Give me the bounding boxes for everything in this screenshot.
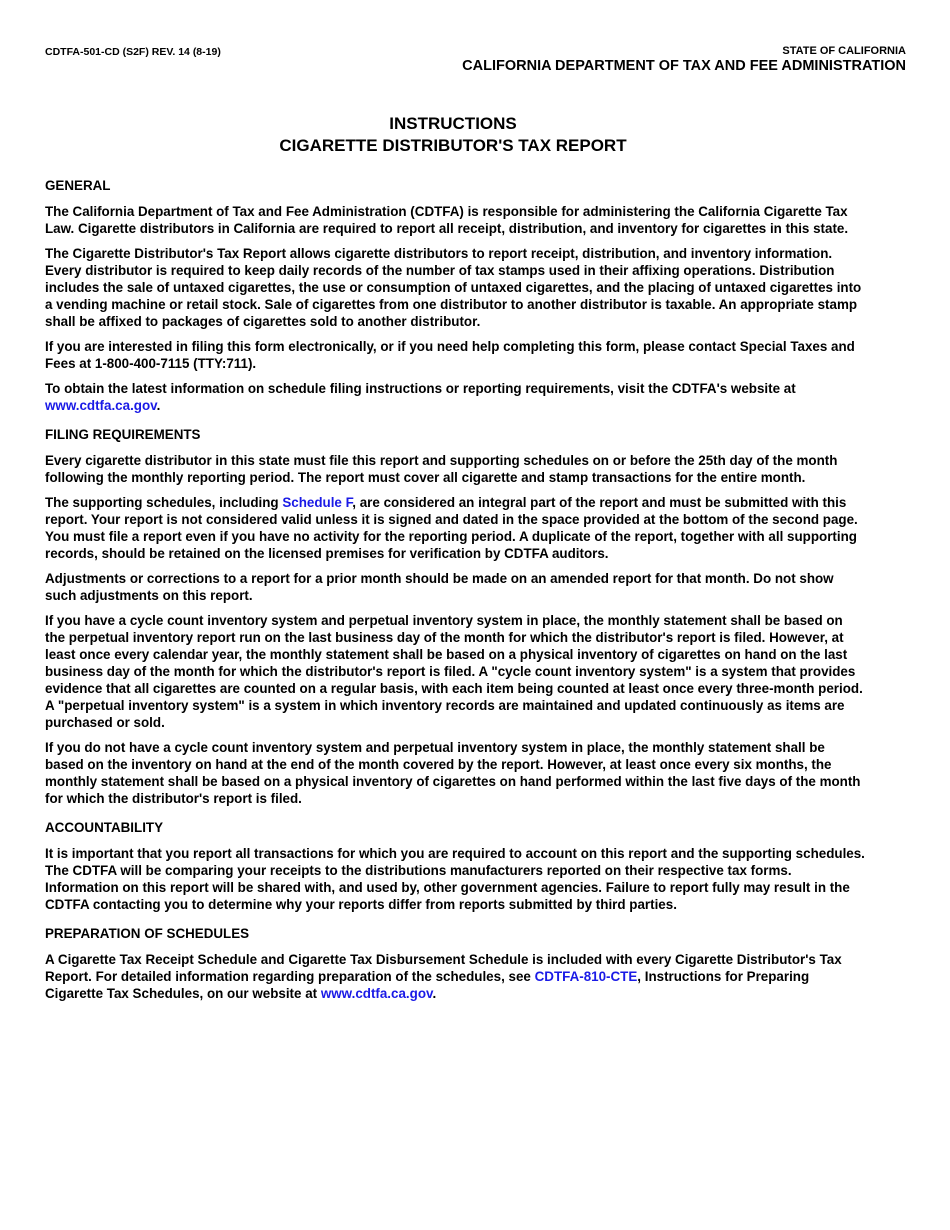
- agency-header: [462, 44, 906, 75]
- preparation-p1-text: A Cigarette Tax Receipt Schedule and Cigarette Tax Disbursement Schedule is included with every Cigarette Distributor's Tax Report. For detailed information regarding preparation of the schedules, see: [45, 952, 842, 984]
- general-paragraph-3: If you are interested in filing this form electronically, or if you need help completing this form, please contact Special Taxes and Fees at 1-800-400-7115 (TTY:711).: [45, 339, 855, 371]
- general-paragraph-4: [45, 380, 865, 414]
- website-link[interactable]: www.cdtfa.ca.gov: [45, 398, 157, 413]
- website-link-2[interactable]: www.cdtfa.ca.gov: [320, 986, 433, 1001]
- schedule-f-link[interactable]: Schedule F: [282, 495, 353, 510]
- state-name: STATE OF CALIFORNIA: [782, 45, 906, 57]
- general-paragraph-2: The Cigarette Distributor's Tax Report allows cigarette distributors to report receipt, distribution, and inventory information. Every distributor is required to keep daily records of the number of tax stamps used in their affixing operations. Distribution includes the sale of untaxed cigarettes, the use or consumption of untaxed cigarettes, and the placing of untaxed cigarettes into a vending machine or retail stock. Sale of cigarettes from one distributor to another distributor is taxable. An appropriate stamp shall be affixed to packages of cigarettes sold to another distributor.: [45, 246, 862, 329]
- title-line-2: CIGARETTE DISTRIBUTOR'S TAX REPORT: [279, 136, 627, 155]
- page-title: [0, 113, 906, 157]
- accountability-paragraph: It is important that you report all transactions for which you are required to account on this report and the supporting schedules. The CDTFA will be comparing your receipts to the distributions manufacturers reported on their respective tax forms. Information on this report will be shared with, and used by, other government agencies. Failure to report fully may result in the CDTFA contacting you to determine why your reports differ from reports submitted by third parties.: [45, 846, 865, 912]
- filing-paragraph-5: If you do not have a cycle count inventory system and perpetual inventory system in place, the monthly statement shall be based on the inventory on hand at the end of the month covered by the report. However, at least once every six months, the monthly statement shall be based on a physical inventory of cigarettes on hand performed within the last five days of the month for which the distributor's report is filed.: [45, 740, 861, 806]
- general-heading: GENERAL: [45, 178, 111, 193]
- general-p4-end: .: [156, 398, 161, 413]
- filing-paragraph-2: [45, 494, 865, 562]
- instructions-body: [45, 177, 865, 1010]
- title-line-1: INSTRUCTIONS: [389, 114, 517, 133]
- form-id: CDTFA-501-CD (S2F) REV. 14 (8-19): [45, 46, 221, 58]
- filing-paragraph-4: If you have a cycle count inventory system and perpetual inventory system in place, the monthly statement shall be based on the perpetual inventory report run on the last business day of the month for which the distributor's report is filed. However, at least once every calendar year, the monthly statement shall be based on a physical inventory of cigarettes on hand on the last business day of the month for which the distributor's report is filed. A "cycle count inventory system" is a system that provides evidence that all cigarettes are counted on a regular basis, with each item being counted at least once every three-month period. A "perpetual inventory system" is a system in which inventory records are maintained and updated continuously as items are purchased or sold.: [45, 613, 863, 730]
- filing-paragraph-3: Adjustments or corrections to a report for a prior month should be made on an amended report for that month. Do not show such adjustments on this report.: [45, 571, 834, 603]
- preparation-paragraph: [45, 951, 865, 1002]
- preparation-p1-mid: , Instructions for Preparing Cigarette Tax Schedules, on our website at: [45, 969, 810, 1001]
- accountability-heading: ACCOUNTABILITY: [45, 820, 164, 835]
- filing-p2-text: The supporting schedules, including: [45, 495, 279, 510]
- general-paragraph-1: The California Department of Tax and Fee Administration (CDTFA) is responsible for administering the California Cigarette Tax Law. Cigarette distributors in California are required to report all receipt, distribution, and inventory for cigarettes in this state.: [45, 204, 849, 236]
- cdtfa-810-cte-link[interactable]: CDTFA-810-CTE: [534, 969, 638, 984]
- preparation-heading: PREPARATION OF SCHEDULES: [45, 926, 250, 941]
- filing-p2-rest: , are considered an integral part of the report and must be submitted with this report. Your report is not considered valid unless it is signed and dated in the space provided at the bottom of the second page. You must file a report even if you have no activity for the reporting period. A duplicate of the report, together with all supporting records, should be retained on the licensed premises for verification by CDTFA auditors.: [45, 495, 858, 561]
- general-p4-text: To obtain the latest information on schedule filing instructions or reporting requirements, visit the CDTFA's website at: [45, 381, 796, 396]
- preparation-p1-end: .: [432, 986, 437, 1001]
- filing-paragraph-1: Every cigarette distributor in this state must file this report and supporting schedules on or before the 25th day of the month following the monthly reporting period. The report must cover all cigarette and stamp transactions for the entire month.: [45, 453, 838, 485]
- filing-heading: FILING REQUIREMENTS: [45, 427, 201, 442]
- department-name: CALIFORNIA DEPARTMENT OF TAX AND FEE ADMINISTRATION: [462, 58, 906, 74]
